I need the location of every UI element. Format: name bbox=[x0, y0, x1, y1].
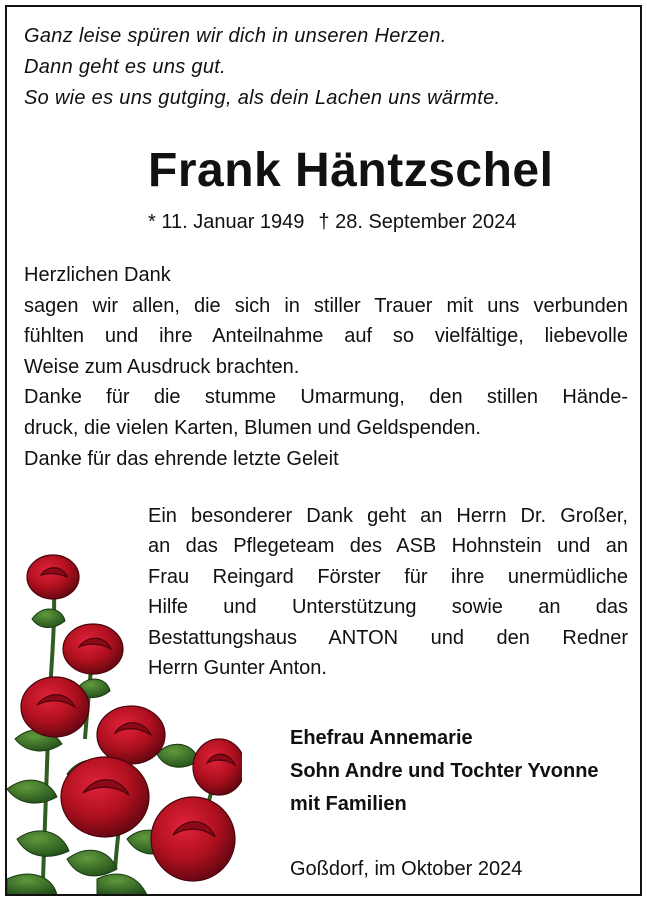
text-line: Danke für das ehrende letzte Geleit bbox=[24, 447, 339, 470]
special-thanks-line: Hilfe und Unterstützung sowie an das bbox=[148, 596, 628, 619]
life-dates bbox=[148, 208, 516, 236]
death-date: † 28. September 2024 bbox=[318, 211, 517, 233]
motto-line: Dann geht es uns gut. bbox=[24, 56, 226, 78]
deceased-name: Frank Häntzschel bbox=[148, 144, 554, 197]
obituary-frame bbox=[5, 5, 642, 896]
special-thanks-line: Herrn Gunter Anton. bbox=[148, 657, 327, 680]
motto-line: Ganz leise spüren wir dich in unseren Herzen. bbox=[24, 25, 447, 47]
text-line: fühlten und ihre Anteilnahme auf so vielfältige, liebevolle bbox=[24, 325, 628, 348]
family-signature bbox=[290, 722, 599, 821]
family-line: mit Familien bbox=[290, 793, 407, 815]
motto-verse bbox=[24, 21, 500, 114]
text-line: Danke für die stumme Umarmung, den stillen Hände- bbox=[24, 386, 628, 409]
special-thanks-line: Bestattungshaus ANTON und den Redner bbox=[148, 626, 628, 649]
special-thanks-line: Frau Reingard Förster für ihre unermüdliche bbox=[148, 565, 628, 588]
birth-date: * 11. Januar 1949 bbox=[148, 211, 305, 233]
text-line: Weise zum Ausdruck brachten. bbox=[24, 355, 300, 378]
special-thanks-line: an das Pflegeteam des ASB Hohnstein und an bbox=[148, 535, 628, 558]
thanks-heading: Herzlichen Dank bbox=[24, 264, 171, 286]
family-line: Sohn Andre und Tochter Yvonne bbox=[290, 760, 599, 782]
text-line: druck, die vielen Karten, Blumen und Geldspenden. bbox=[24, 416, 481, 439]
motto-line: So wie es uns gutging, als dein Lachen uns wärmte. bbox=[24, 87, 501, 109]
place-and-date: Goßdorf, im Oktober 2024 bbox=[290, 858, 523, 880]
text-line: sagen wir allen, die sich in stiller Trauer mit uns verbunden bbox=[24, 294, 628, 317]
family-line: Ehefrau Annemarie bbox=[290, 727, 473, 749]
thanks-text bbox=[24, 260, 628, 474]
special-thanks-line: Ein besonderer Dank geht an Herrn Dr. Großer, bbox=[148, 505, 628, 527]
red-roses-image bbox=[7, 539, 242, 895]
